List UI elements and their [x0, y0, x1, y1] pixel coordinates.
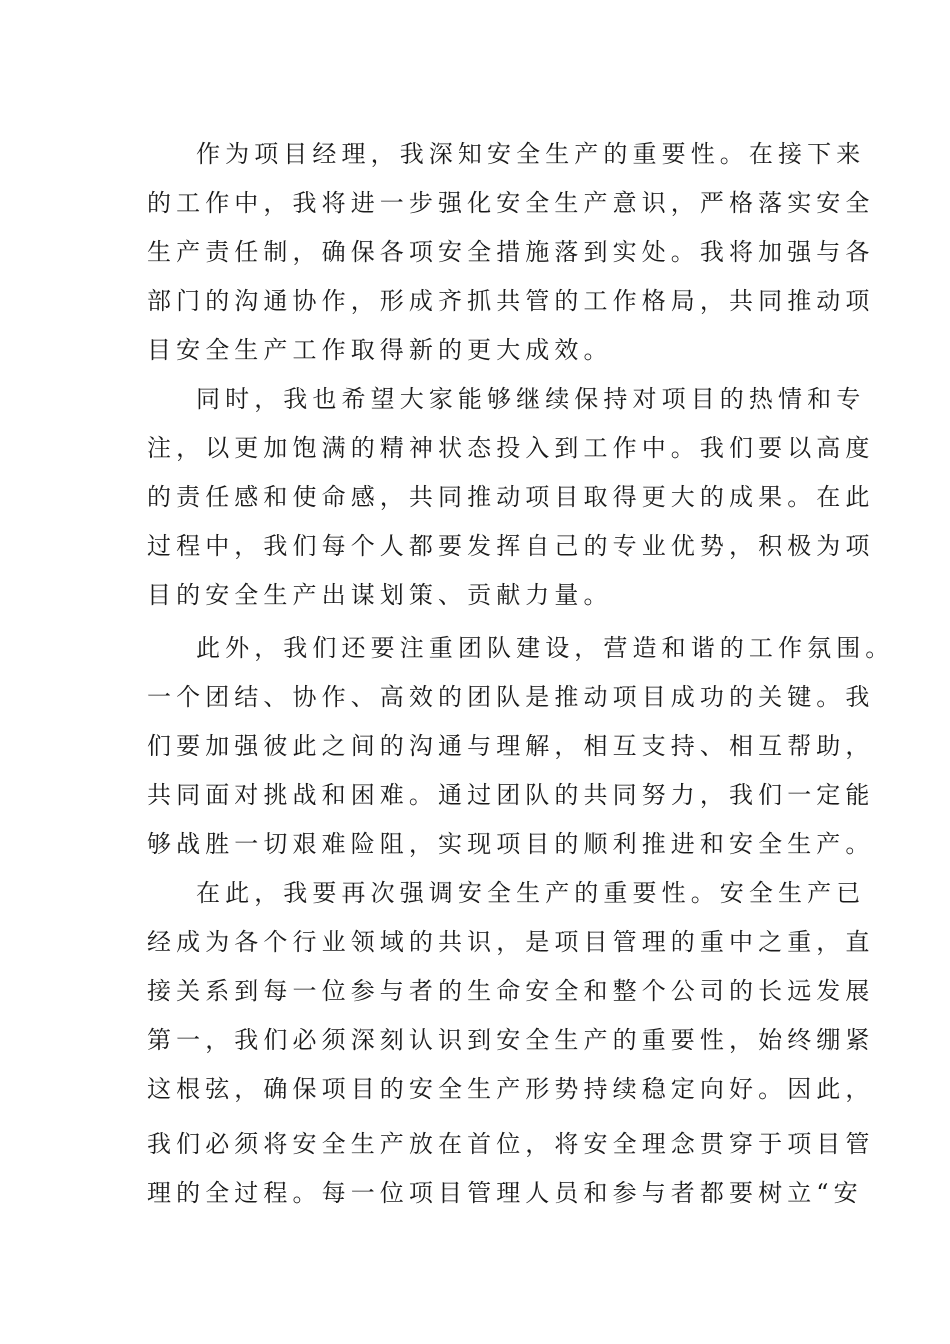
- paragraph-1-line-2: 的工作中，我将进一步强化安全生产意识，严格落实安全: [147, 189, 875, 217]
- paragraph-4-line-7: 理的全过程。每一位项目管理人员和参与者都要树立“安: [147, 1179, 863, 1207]
- paragraph-4-line-3: 接关系到每一位参与者的生命安全和整个公司的长远发展: [147, 977, 875, 1005]
- paragraph-1-line-5: 目安全生产工作取得新的更大成效。: [147, 336, 613, 364]
- paragraph-2-line-3: 的责任感和使命感，共同推动项目取得更大的成果。在此: [147, 483, 875, 511]
- paragraph-4-line-2: 经成为各个行业领域的共识，是项目管理的重中之重，直: [147, 928, 875, 956]
- paragraph-3-line-4: 共同面对挑战和困难。通过团队的共同努力，我们一定能: [147, 781, 875, 809]
- paragraph-2-line-5: 目的安全生产出谋划策、贡献力量。: [147, 581, 613, 609]
- paragraph-1-line-4: 部门的沟通协作，形成齐抓共管的工作格局，共同推动项: [147, 287, 875, 315]
- paragraph-3-line-3: 们要加强彼此之间的沟通与理解，相互支持、相互帮助，: [147, 732, 875, 760]
- paragraph-1-line-3: 生产责任制，确保各项安全措施落到实处。我将加强与各: [147, 238, 875, 266]
- paragraph-3-line-5: 够战胜一切艰难险阻，实现项目的顺利推进和安全生产。: [147, 830, 875, 858]
- paragraph-3-line-1: 此外，我们还要注重团队建设，营造和谐的工作氛围。: [196, 634, 895, 662]
- paragraph-4-line-1: 在此，我要再次强调安全生产的重要性。安全生产已: [196, 879, 866, 907]
- paragraph-4-line-4: 第一，我们必须深刻认识到安全生产的重要性，始终绷紧: [147, 1026, 875, 1054]
- paragraph-1-line-1: 作为项目经理，我深知安全生产的重要性。在接下来: [196, 140, 866, 168]
- paragraph-4-line-6: 我们必须将安全生产放在首位，将安全理念贯穿于项目管: [147, 1130, 875, 1158]
- paragraph-2-line-2: 注，以更加饱满的精神状态投入到工作中。我们要以高度: [147, 434, 875, 462]
- paragraph-2-line-4: 过程中，我们每个人都要发挥自己的专业优势，积极为项: [147, 532, 875, 560]
- paragraph-3-line-2: 一个团结、协作、高效的团队是推动项目成功的关键。我: [147, 683, 875, 711]
- paragraph-2-line-1: 同时，我也希望大家能够继续保持对项目的热情和专: [196, 385, 866, 413]
- paragraph-4-line-5: 这根弦，确保项目的安全生产形势持续稳定向好。因此，: [147, 1075, 875, 1103]
